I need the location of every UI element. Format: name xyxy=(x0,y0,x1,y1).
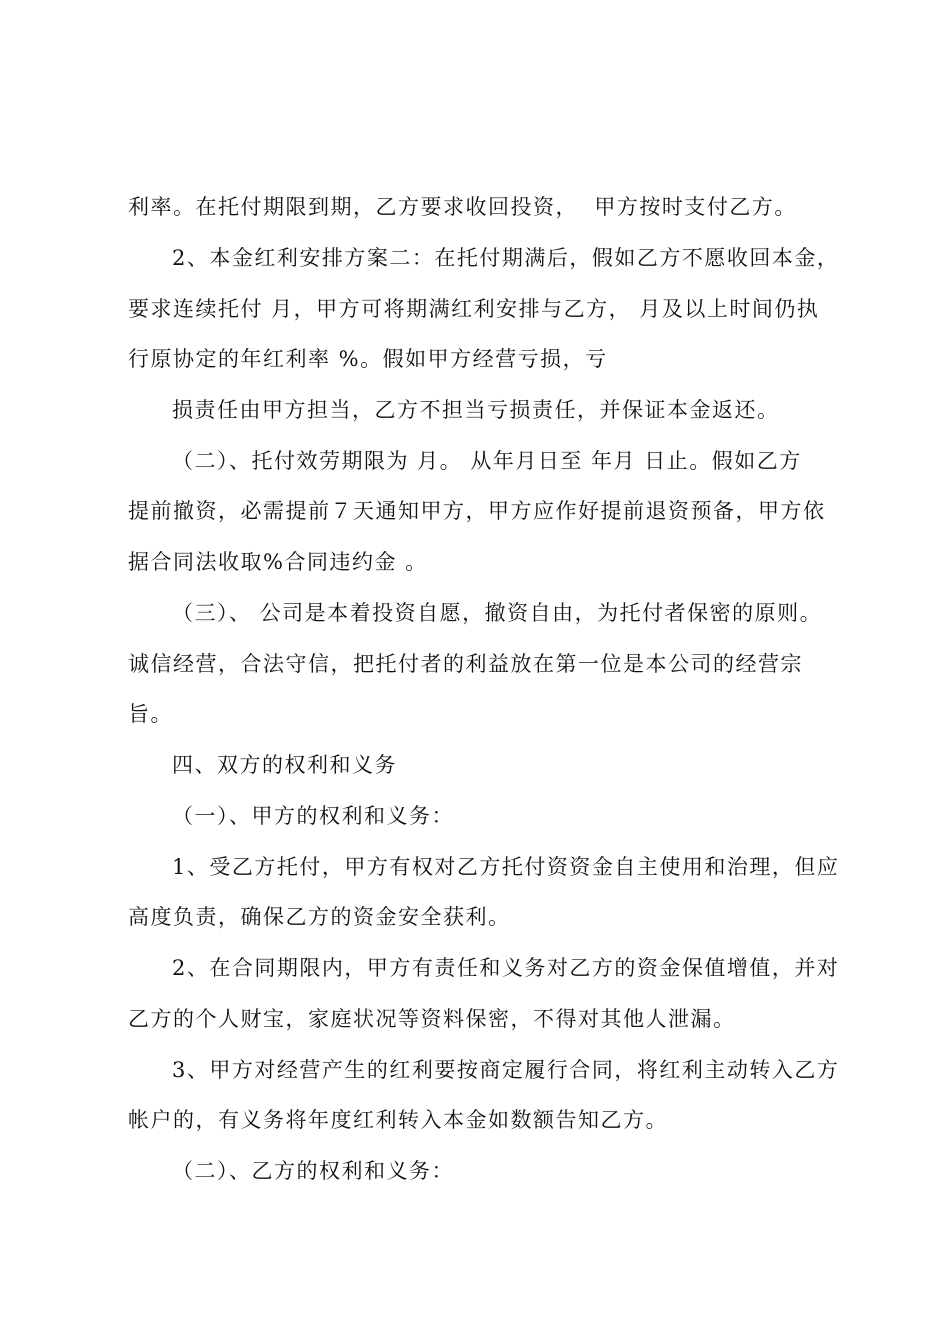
text-line: 高度负责，确保乙方的资金安全获利。 xyxy=(128,905,511,929)
text-line: 诚信经营，合法守信，把托付者的利益放在第一位是本公司的经营宗 xyxy=(128,652,803,676)
text-line: 要求连续托付 月，甲方可将期满红利安排与乙方， 月及以上时间仍执 xyxy=(128,297,820,321)
text-line: （二）、托付效劳期限为 月。 从年月日至 年月 日止。假如乙方 xyxy=(172,449,802,473)
text-line: 利率。在托付期限到期，乙方要求收回投资， 甲方按时支付乙方。 xyxy=(128,195,797,219)
text-line: 损责任由甲方担当，乙方不担当亏损责任，并保证本金返还。 xyxy=(172,398,780,422)
text-line: 旨。 xyxy=(128,702,173,726)
text-line: 据合同法收取%合同违约金 。 xyxy=(128,550,428,574)
text-line: （三）、 公司是本着投资自愿，撤资自由，为托付者保密的原则。 xyxy=(172,601,823,625)
text-line: 帐户的，有义务将年度红利转入本金如数额告知乙方。 xyxy=(128,1108,668,1132)
text-line: 3、甲方对经营产生的红利要按商定履行合同，将红利主动转入乙方 xyxy=(172,1058,840,1082)
text-line: 2、本金红利安排方案二：在托付期满后，假如乙方不愿收回本金， xyxy=(172,246,840,270)
text-line: 1、受乙方托付，甲方有权对乙方托付资资金自主使用和治理，但应 xyxy=(172,855,840,879)
subsection-heading: （二）、乙方的权利和义务： xyxy=(172,1159,454,1183)
section-heading: 四、双方的权利和义务 xyxy=(172,753,397,777)
text-line: 提前撤资，必需提前７天通知甲方，甲方应作好提前退资预备，甲方依 xyxy=(128,499,826,523)
text-line: 行原协定的年红利率 %。假如甲方经营亏损，亏 xyxy=(128,347,608,371)
subsection-heading: （一）、甲方的权利和义务： xyxy=(172,804,454,828)
text-line: 乙方的个人财宝，家庭状况等资料保密，不得对其他人泄漏。 xyxy=(128,1007,736,1031)
text-line: 2、在合同期限内，甲方有责任和义务对乙方的资金保值增值，并对 xyxy=(172,956,840,980)
